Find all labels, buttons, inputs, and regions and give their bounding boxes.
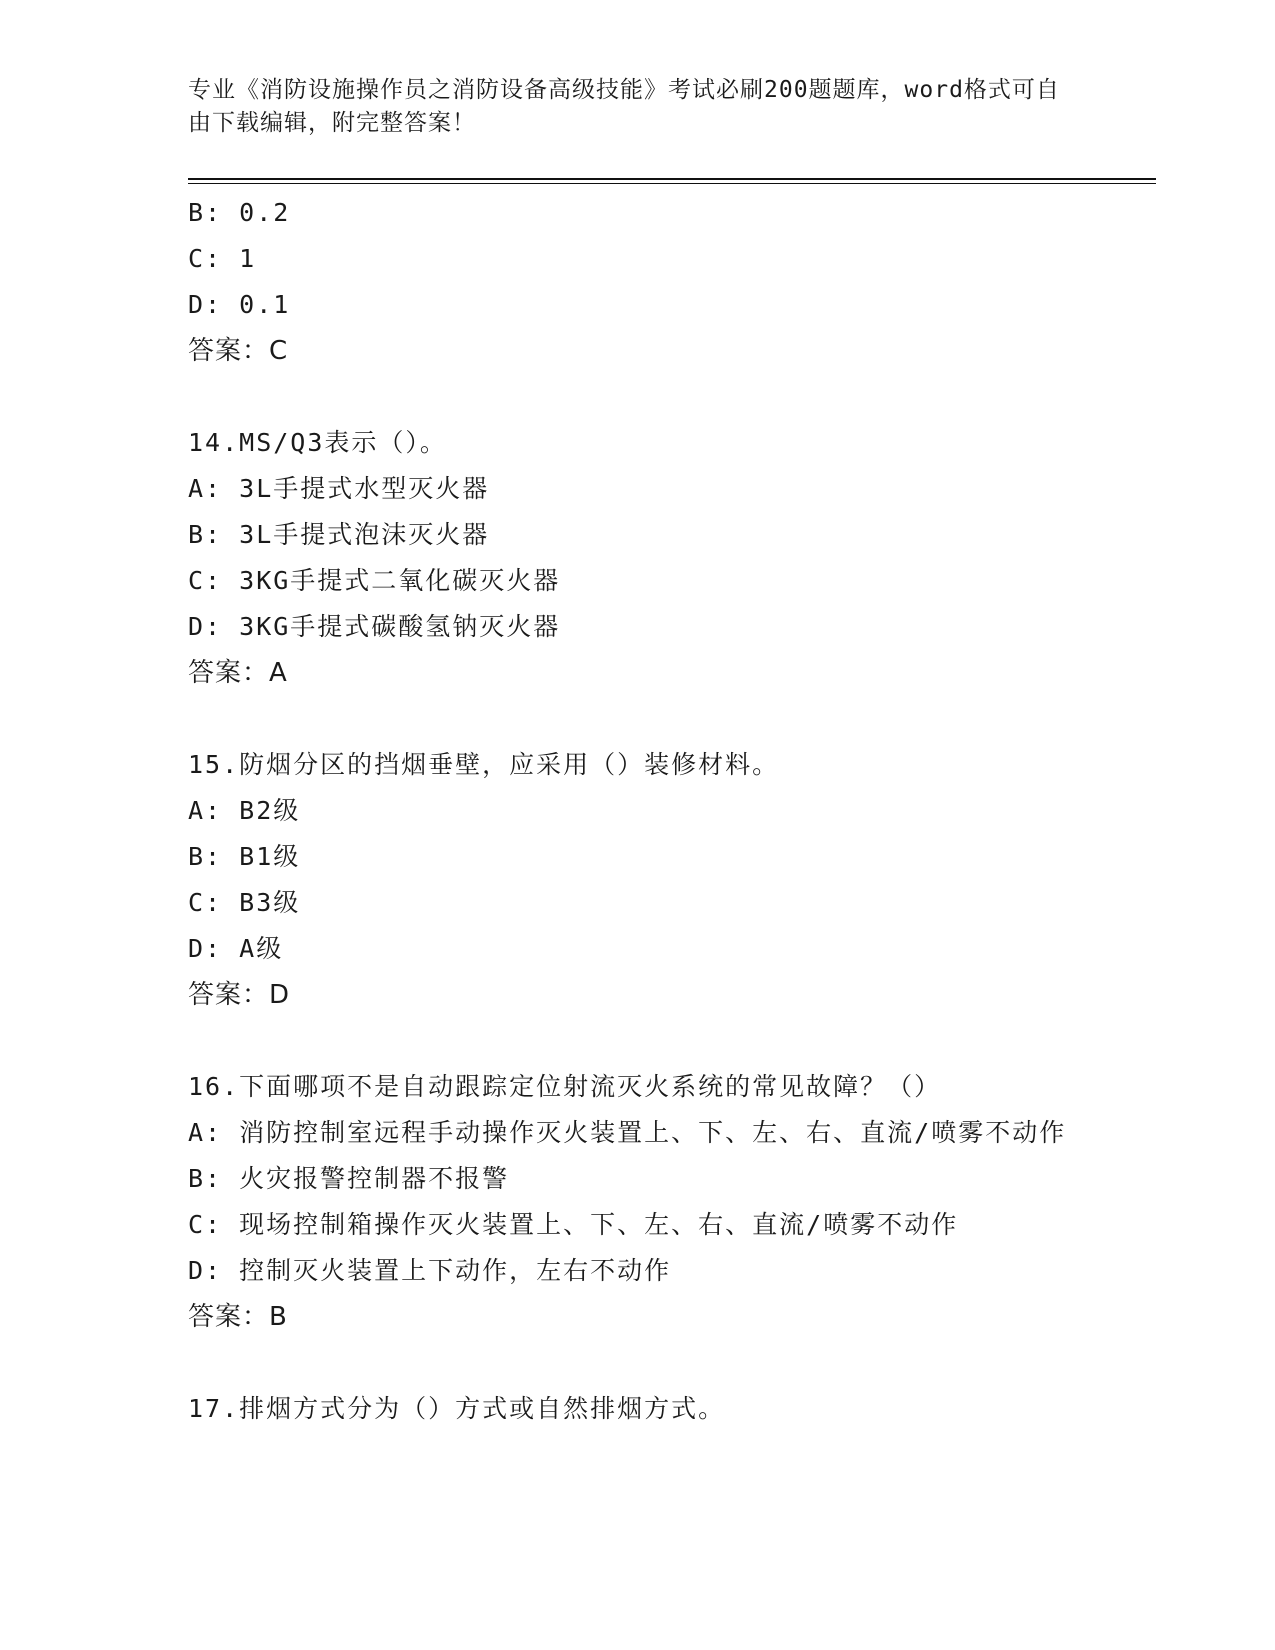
spacer <box>188 1340 1068 1386</box>
option-b: B: B1级 <box>188 842 301 871</box>
question-17 <box>188 1386 1068 1432</box>
option-c: C: 1 <box>188 244 257 273</box>
answer-line: 答案：C <box>188 336 289 366</box>
answer-line: 答案：D <box>188 980 291 1010</box>
option-b: B: 火灾报警控制器不报警 <box>188 1164 510 1193</box>
document-header <box>188 74 1068 140</box>
question-14 <box>188 420 1068 696</box>
header-divider-thin <box>188 183 1156 184</box>
question-title: 14.MS/Q3表示（）。 <box>188 428 447 457</box>
question-list <box>188 190 1068 1432</box>
question-title: 17.排烟方式分为（）方式或自然排烟方式。 <box>188 1394 726 1423</box>
spacer <box>188 1018 1068 1064</box>
option-d: D: 3KG手提式碳酸氢钠灭火器 <box>188 612 561 641</box>
header-divider-thick <box>188 178 1156 180</box>
option-c: C: 3KG手提式二氧化碳灭火器 <box>188 566 561 595</box>
option-a: A: B2级 <box>188 796 301 825</box>
header-text: 专业《消防设施操作员之消防设备高级技能》考试必刷200题题库，word格式可自由下载编辑，附完整答案！ <box>188 77 1060 136</box>
option-d: D: 控制灭火装置上下动作，左右不动作 <box>188 1256 672 1285</box>
option-b: B: 0.2 <box>188 198 291 227</box>
answer-line: 答案：A <box>188 658 288 688</box>
option-d: D: 0.1 <box>188 290 291 319</box>
option-c: C: 现场控制箱操作灭火装置上、下、左、右、直流/喷雾不动作 <box>188 1210 959 1239</box>
question-16 <box>188 1064 1068 1340</box>
question-15 <box>188 742 1068 1018</box>
question-title: 15.防烟分区的挡烟垂壁，应采用（）装修材料。 <box>188 750 780 779</box>
spacer <box>188 374 1068 420</box>
answer-line: 答案：B <box>188 1302 288 1332</box>
option-c: C: B3级 <box>188 888 301 917</box>
option-a: A: 3L手提式水型灭火器 <box>188 474 490 503</box>
question-13-continued <box>188 190 1068 374</box>
option-a: A: 消防控制室远程手动操作灭火装置上、下、左、右、直流/喷雾不动作 <box>188 1118 1067 1147</box>
option-d: D: A级 <box>188 934 284 963</box>
spacer <box>188 696 1068 742</box>
question-title: 16.下面哪项不是自动跟踪定位射流灭火系统的常见故障？（） <box>188 1072 942 1101</box>
option-b: B: 3L手提式泡沫灭火器 <box>188 520 490 549</box>
